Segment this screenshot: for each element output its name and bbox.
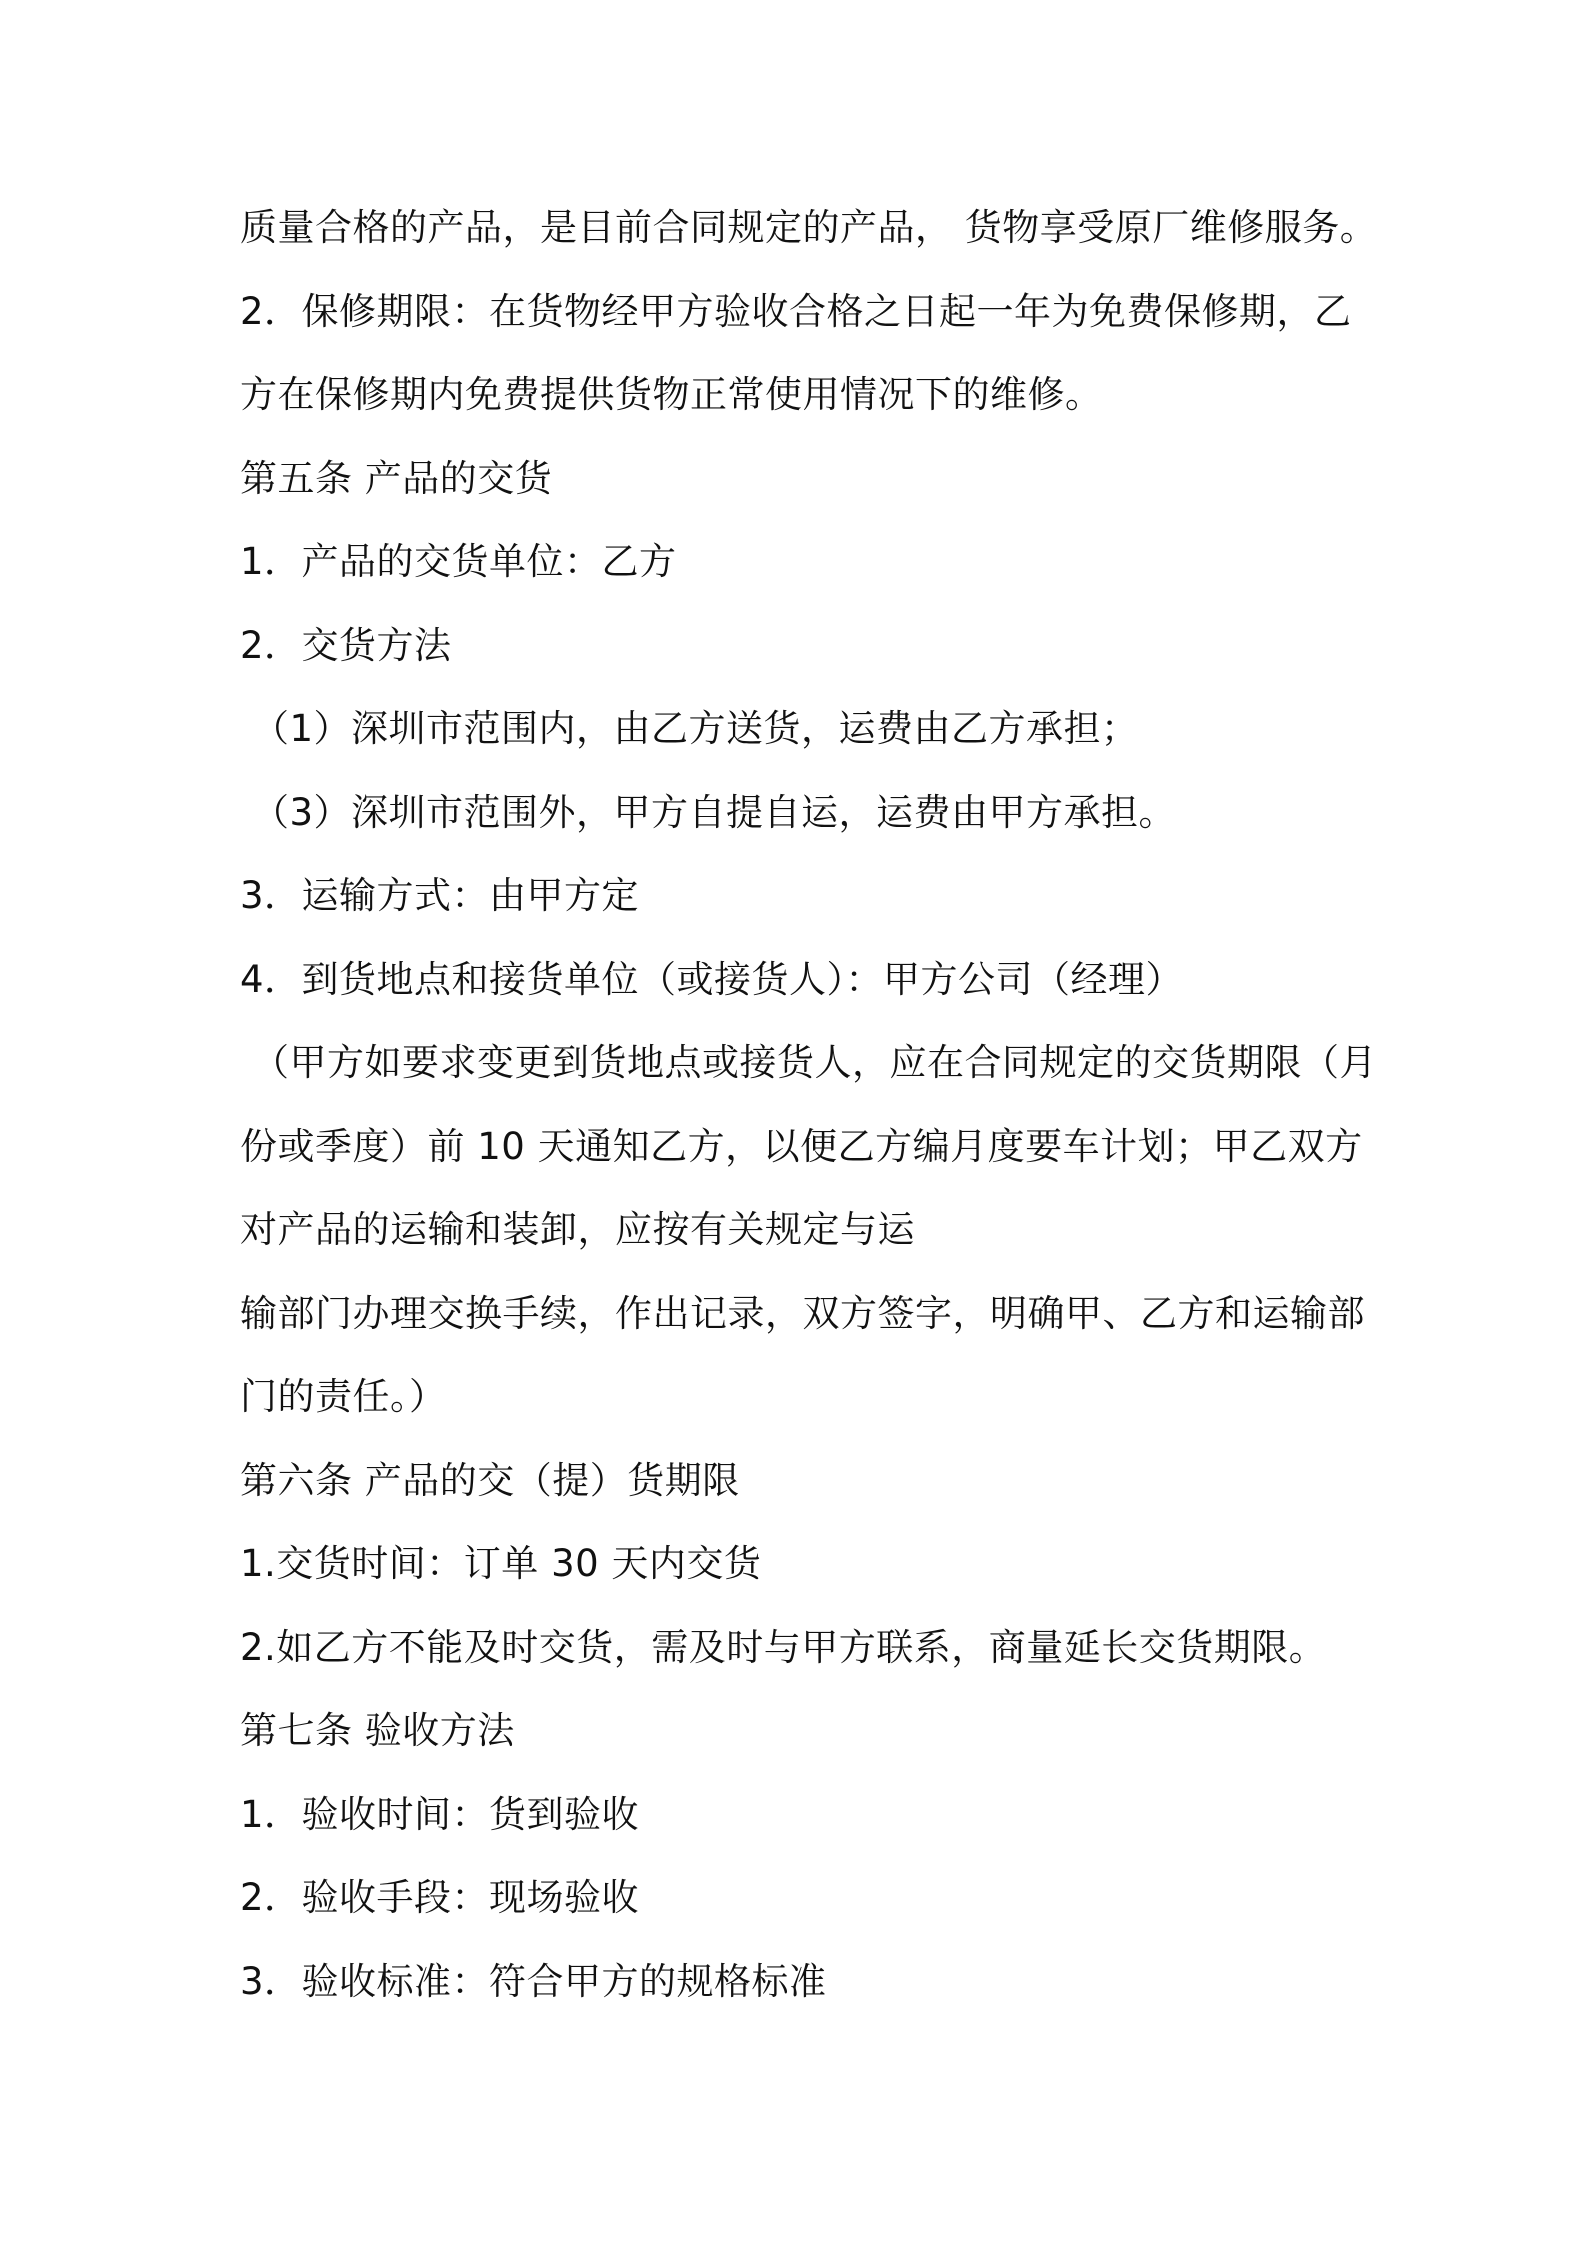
- section-heading: 第五条 产品的交货: [240, 456, 553, 500]
- paragraph-line: 1．验收时间：货到验收: [240, 1792, 640, 1836]
- paragraph-line: 1．产品的交货单位：乙方: [240, 540, 677, 583]
- paragraph-line: 对产品的运输和装卸，应按有关规定与运: [240, 1208, 915, 1251]
- paragraph-line: （1）深圳市范围内，由乙方送货，运费由乙方承担；: [252, 707, 1139, 750]
- paragraph-line: 门的责任。）: [240, 1375, 447, 1418]
- paragraph-line: 方在保修期内免费提供货物正常使用情况下的维修。: [240, 373, 1103, 416]
- paragraph-line: （甲方如要求变更到货地点或接货人，应在合同规定的交货期限（月: [252, 1041, 1377, 1084]
- document-body: [240, 196, 1378, 2033]
- paragraph-line: 1.交货时间：订单 30 天内交货: [240, 1542, 762, 1585]
- section-heading: 第七条 验收方法: [240, 1709, 515, 1752]
- paragraph-line: 质量合格的产品，是目前合同规定的产品， 货物享受原厂维修服务。: [240, 206, 1378, 249]
- paragraph-line: 2.如乙方不能及时交货，需及时与甲方联系，商量延长交货期限。: [240, 1625, 1327, 1669]
- paragraph-line: 2．交货方法: [240, 623, 452, 667]
- paragraph-line: 4．到货地点和接货单位（或接货人）：甲方公司（经理）: [240, 957, 1184, 1001]
- paragraph-line: 3．运输方式：由甲方定: [240, 874, 640, 917]
- paragraph-line: 份或季度）前 10 天通知乙方，以便乙方编月度要车计划；甲乙双方: [240, 1124, 1363, 1168]
- paragraph-line: 2．验收手段：现场验收: [240, 1876, 640, 1919]
- section-heading: 第六条 产品的交（提）货期限: [240, 1458, 740, 1502]
- paragraph-line: （3）深圳市范围外，甲方自提自运，运费由甲方承担。: [252, 790, 1177, 834]
- paragraph-line: 3．验收标准：符合甲方的规格标准: [240, 1959, 827, 2003]
- paragraph-line: 2．保修期限：在货物经甲方验收合格之日起一年为免费保修期，乙: [240, 289, 1352, 333]
- paragraph-line: 输部门办理交换手续，作出记录，双方签字，明确甲、乙方和运输部: [240, 1291, 1365, 1335]
